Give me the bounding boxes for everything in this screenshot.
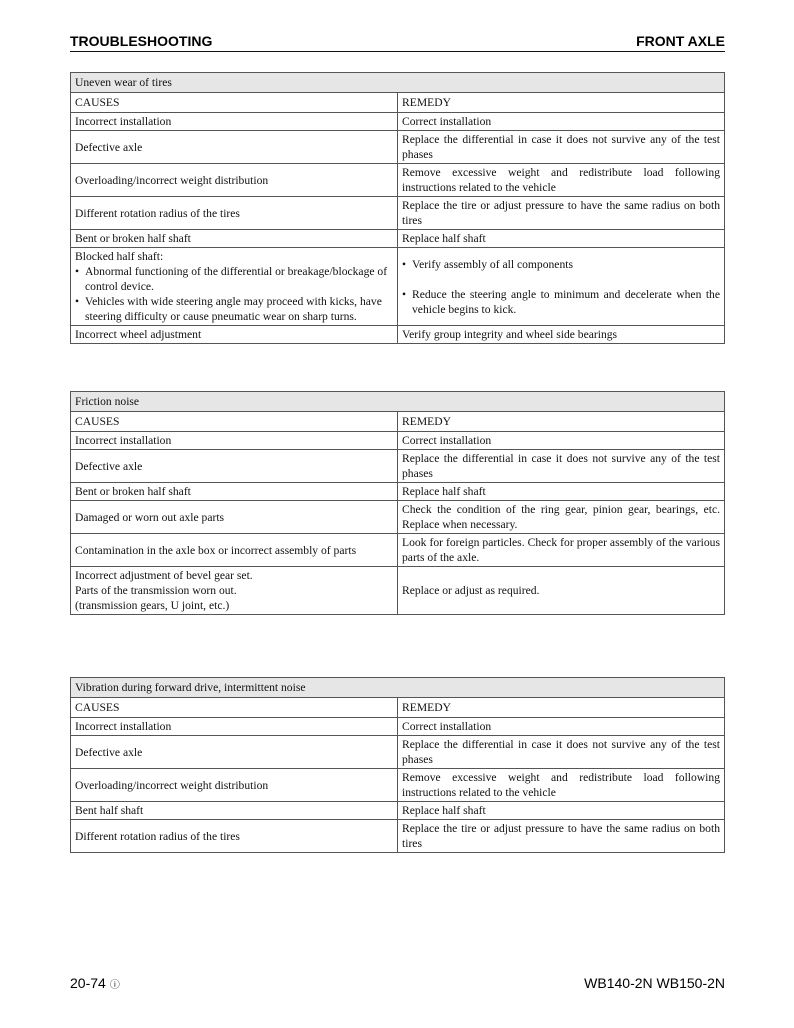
table-row (71, 326, 725, 344)
remedy-cell: Replace half shaft (398, 230, 725, 248)
remedy-cell: Remove excessive weight and redistribute load following instructions related to the vehicle (398, 769, 725, 802)
remedy-cell: Replace half shaft (398, 802, 725, 820)
troubleshooting-table-vibration (70, 677, 725, 853)
cause-cell: Incorrect installation (71, 432, 398, 450)
table-row (71, 164, 725, 197)
section-title: TROUBLESHOOTING (70, 33, 213, 49)
page-number (70, 975, 120, 991)
table-row (71, 769, 725, 802)
table-row (71, 820, 725, 853)
cause-cell: Bent or broken half shaft (71, 483, 398, 501)
page-header (70, 33, 725, 52)
cause-line: Incorrect adjustment of bevel gear set. (75, 569, 253, 582)
cause-cell: Different rotation radius of the tires (71, 820, 398, 853)
cause-cell: Bent or broken half shaft (71, 230, 398, 248)
table-title: Uneven wear of tires (71, 73, 725, 93)
column-header-remedy: REMEDY (398, 93, 725, 113)
table-row (71, 534, 725, 567)
cause-cell: Overloading/incorrect weight distribution (71, 164, 398, 197)
remedy-list-item: • Verify assembly of all components (402, 257, 720, 272)
cause-line: Parts of the transmission worn out. (75, 584, 237, 597)
troubleshooting-table-uneven-wear (70, 72, 725, 344)
table-row (71, 802, 725, 820)
model-names: WB140-2N WB150-2N (584, 975, 725, 991)
cause-list-item: • Abnormal functioning of the differential or breakage/blockage of control device. (75, 264, 393, 294)
column-header-causes: CAUSES (71, 698, 398, 718)
table-row (71, 718, 725, 736)
cause-cell (71, 567, 398, 615)
table-row (71, 248, 725, 326)
cause-cell: Overloading/incorrect weight distribution (71, 769, 398, 802)
cause-heading: Blocked half shaft: (75, 250, 164, 263)
table-title: Friction noise (71, 392, 725, 412)
remedy-cell: Replace or adjust as required. (398, 567, 725, 615)
table-title: Vibration during forward drive, intermittent noise (71, 678, 725, 698)
remedy-list-item: • Reduce the steering angle to minimum and decelerate when the vehicle begins to kick. (402, 287, 720, 317)
remedy-cell: Verify group integrity and wheel side bearings (398, 326, 725, 344)
table-row (71, 736, 725, 769)
troubleshooting-table-friction-noise (70, 391, 725, 615)
table-row (71, 501, 725, 534)
cause-cell: Defective axle (71, 736, 398, 769)
table-row (71, 450, 725, 483)
remedy-cell (398, 248, 725, 326)
table-row (71, 567, 725, 615)
remedy-cell: Check the condition of the ring gear, pinion gear, bearings, etc. Replace when necessary. (398, 501, 725, 534)
remedy-cell: Correct installation (398, 432, 725, 450)
cause-cell: Defective axle (71, 450, 398, 483)
remedy-cell: Replace the tire or adjust pressure to have the same radius on both tires (398, 820, 725, 853)
cause-cell: Defective axle (71, 131, 398, 164)
column-header-remedy: REMEDY (398, 698, 725, 718)
table-row (71, 483, 725, 501)
remedy-cell: Look for foreign particles. Check for proper assembly of the various parts of the axle. (398, 534, 725, 567)
remedy-cell: Replace the tire or adjust pressure to have the same radius on both tires (398, 197, 725, 230)
table-row (71, 131, 725, 164)
remedy-cell: Correct installation (398, 113, 725, 131)
cause-cell: Incorrect installation (71, 718, 398, 736)
cause-cell: Incorrect wheel adjustment (71, 326, 398, 344)
remedy-cell: Replace the differential in case it does not survive any of the test phases (398, 736, 725, 769)
cause-cell: Contamination in the axle box or incorrect assembly of parts (71, 534, 398, 567)
remedy-cell: Replace the differential in case it does not survive any of the test phases (398, 131, 725, 164)
cause-list-item: • Vehicles with wide steering angle may proceed with kicks, have steering difficulty or cause pneumatic wear on sharp turns. (75, 294, 393, 324)
cause-cell: Different rotation radius of the tires (71, 197, 398, 230)
remedy-cell: Replace half shaft (398, 483, 725, 501)
cause-list (75, 264, 393, 324)
table-row (71, 197, 725, 230)
cause-cell: Bent half shaft (71, 802, 398, 820)
cause-cell (71, 248, 398, 326)
remedy-cell: Correct installation (398, 718, 725, 736)
table-row (71, 432, 725, 450)
table-row (71, 113, 725, 131)
remedy-cell: Remove excessive weight and redistribute load following instructions related to the vehicle (398, 164, 725, 197)
remedy-cell: Replace the differential in case it does not survive any of the test phases (398, 450, 725, 483)
cause-cell: Incorrect installation (71, 113, 398, 131)
column-header-causes: CAUSES (71, 412, 398, 432)
column-header-remedy: REMEDY (398, 412, 725, 432)
chapter-title: FRONT AXLE (636, 33, 725, 49)
table-row (71, 230, 725, 248)
column-header-causes: CAUSES (71, 93, 398, 113)
page-number-text: 20-74 (70, 975, 106, 991)
revision-icon: ⓘ (109, 980, 120, 991)
cause-line: (transmission gears, U joint, etc.) (75, 599, 230, 612)
cause-cell: Damaged or worn out axle parts (71, 501, 398, 534)
